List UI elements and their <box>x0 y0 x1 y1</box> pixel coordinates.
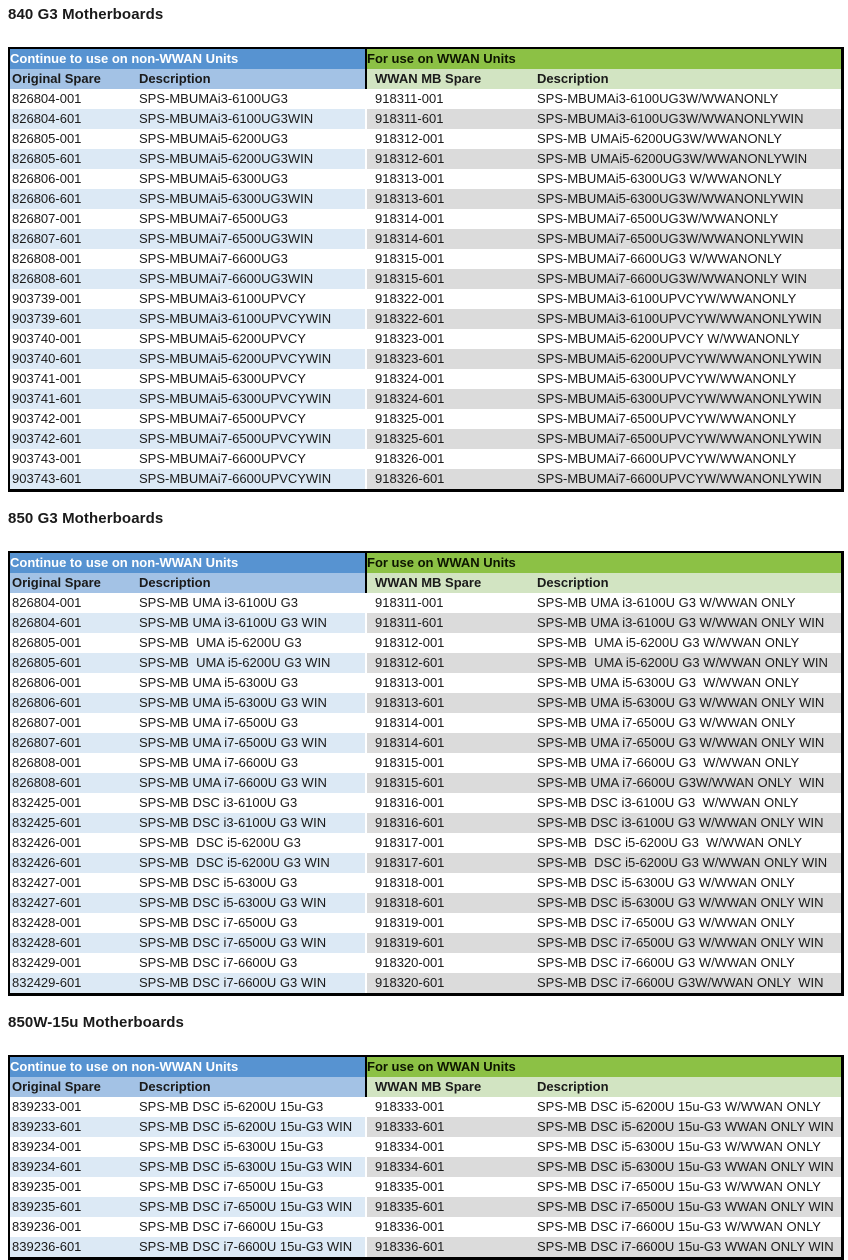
table-row <box>10 853 841 873</box>
wwan-spare-cell: 918333-001 <box>365 1097 531 1117</box>
table-row <box>10 593 841 613</box>
original-description-cell: SPS-MBUMAi7-6600UG3 <box>139 251 288 266</box>
original-spare-cell: 903740-001 <box>12 331 82 346</box>
wwan-description-cell: SPS-MBUMAi7-6500UPVCYW/WWANONLYWIN <box>531 429 841 449</box>
original-spare-cell: 826808-001 <box>12 755 82 770</box>
wwan-spare-cell: 918314-001 <box>365 209 531 229</box>
original-spare-cell: 832427-001 <box>12 875 82 890</box>
wwan-spare-cell: 918316-601 <box>365 813 531 833</box>
wwan-description-cell: SPS-MB DSC i5-6300U G3 W/WWAN ONLY <box>537 875 795 890</box>
wwan-spare-cell: 918320-601 <box>365 973 531 993</box>
original-spare-cell: 903742-601 <box>10 429 139 449</box>
wwan-spare-cell: 918316-001 <box>365 793 531 813</box>
wwan-banner: For use on WWAN Units <box>365 1057 841 1077</box>
original-spare-cell: 832425-601 <box>10 813 139 833</box>
col-header-description-right: Description <box>531 1077 841 1097</box>
wwan-description-cell: SPS-MB DSC i7-6600U 15u-G3 WWAN ONLY WIN <box>531 1237 841 1257</box>
original-spare-cell: 903740-601 <box>10 349 139 369</box>
table-row <box>10 1217 841 1237</box>
original-spare-cell: 903739-601 <box>10 309 139 329</box>
wwan-spare-cell: 918322-601 <box>365 309 531 329</box>
table-row <box>10 1117 841 1137</box>
table-row <box>10 89 841 109</box>
original-description-cell: SPS-MB DSC i7-6500U 15u-G3 WIN <box>139 1197 365 1217</box>
wwan-description-cell: SPS-MBUMAi7-6600UPVCYW/WWANONLY <box>537 451 797 466</box>
wwan-spare-cell: 918313-601 <box>365 693 531 713</box>
table-row <box>10 249 841 269</box>
original-spare-cell: 903741-601 <box>10 389 139 409</box>
parts-table <box>10 49 841 489</box>
original-description-cell: SPS-MBUMAi5-6200UG3 <box>139 131 288 146</box>
original-spare-cell: 832427-601 <box>10 893 139 913</box>
table-row <box>10 833 841 853</box>
wwan-description-cell: SPS-MBUMAi7-6600UG3 W/WWANONLY <box>537 251 782 266</box>
original-spare-cell: 839236-001 <box>12 1219 82 1234</box>
original-description-cell: SPS-MBUMAi3-6100UG3 <box>139 91 288 106</box>
original-spare-cell: 832429-001 <box>12 955 82 970</box>
parts-table-border <box>8 551 844 996</box>
original-spare-cell: 839235-601 <box>10 1197 139 1217</box>
original-spare-cell: 826805-001 <box>12 635 82 650</box>
original-spare-cell: 826804-601 <box>10 109 139 129</box>
wwan-description-cell: SPS-MBUMAi7-6500UPVCYW/WWANONLY <box>537 411 797 426</box>
wwan-description-cell: SPS-MB UMA i7-6500U G3 W/WWAN ONLY WIN <box>531 733 841 753</box>
table-row <box>10 469 841 489</box>
wwan-description-cell: SPS-MB UMAi5-6200UG3W/WWANONLYWIN <box>531 149 841 169</box>
wwan-spare-cell: 918317-001 <box>365 833 531 853</box>
wwan-spare-cell: 918324-001 <box>365 369 531 389</box>
parts-table-border <box>8 1055 844 1260</box>
original-spare-cell: 903743-001 <box>12 451 82 466</box>
wwan-description-cell: SPS-MB DSC i5-6300U 15u-G3 WWAN ONLY WIN <box>531 1157 841 1177</box>
original-description-cell: SPS-MBUMAi5-6200UPVCYWIN <box>139 349 365 369</box>
original-description-cell: SPS-MBUMAi5-6300UG3 <box>139 171 288 186</box>
original-description-cell: SPS-MB DSC i5-6300U 15u-G3 WIN <box>139 1157 365 1177</box>
wwan-description-cell: SPS-MBUMAi5-6300UG3 W/WWANONLY <box>537 171 782 186</box>
wwan-spare-cell: 918323-601 <box>365 349 531 369</box>
wwan-spare-cell: 918315-001 <box>365 753 531 773</box>
wwan-description-cell: SPS-MB DSC i5-6200U 15u-G3 WWAN ONLY WIN <box>531 1117 841 1137</box>
wwan-description-cell: SPS-MB DSC i5-6200U G3 W/WWAN ONLY WIN <box>531 853 841 873</box>
wwan-spare-cell: 918313-601 <box>365 189 531 209</box>
table-row <box>10 389 841 409</box>
table-row <box>10 673 841 693</box>
table-row <box>10 129 841 149</box>
original-spare-cell: 839234-601 <box>10 1157 139 1177</box>
original-spare-cell: 826807-001 <box>12 715 82 730</box>
banner-row <box>10 49 841 69</box>
original-description-cell: SPS-MBUMAi3-6100UG3WIN <box>139 109 365 129</box>
wwan-spare-cell: 918323-001 <box>365 329 531 349</box>
original-spare-cell: 832428-001 <box>12 915 82 930</box>
wwan-spare-cell: 918311-001 <box>365 89 531 109</box>
original-description-cell: SPS-MB UMA i5-6200U G3 <box>139 635 302 650</box>
wwan-spare-cell: 918312-601 <box>365 653 531 673</box>
wwan-spare-cell: 918312-001 <box>365 633 531 653</box>
col-header-description-left: Description <box>139 69 365 89</box>
original-description-cell: SPS-MB UMA i5-6300U G3 WIN <box>139 693 365 713</box>
wwan-spare-cell: 918318-601 <box>365 893 531 913</box>
original-spare-cell: 826805-601 <box>10 149 139 169</box>
wwan-description-cell: SPS-MB DSC i5-6300U 15u-G3 W/WWAN ONLY <box>537 1139 821 1154</box>
original-spare-cell: 903741-001 <box>12 371 82 386</box>
original-description-cell: SPS-MB UMA i3-6100U G3 <box>139 595 298 610</box>
wwan-spare-cell: 918335-001 <box>365 1177 531 1197</box>
original-description-cell: SPS-MB DSC i5-6300U G3 WIN <box>139 893 365 913</box>
col-header-wwan-spare: WWAN MB Spare <box>365 573 531 593</box>
wwan-description-cell: SPS-MB UMA i3-6100U G3 W/WWAN ONLY <box>537 595 796 610</box>
wwan-description-cell: SPS-MB UMA i7-6500U G3 W/WWAN ONLY <box>537 715 796 730</box>
wwan-spare-cell: 918320-001 <box>365 953 531 973</box>
wwan-spare-cell: 918312-601 <box>365 149 531 169</box>
original-spare-cell: 903743-601 <box>10 469 139 489</box>
wwan-spare-cell: 918319-601 <box>365 933 531 953</box>
original-spare-cell: 826807-601 <box>10 229 139 249</box>
wwan-spare-cell: 918326-601 <box>365 469 531 489</box>
banner-row <box>10 1057 841 1077</box>
wwan-spare-cell: 918313-001 <box>365 673 531 693</box>
section-title: 850W-15u Motherboards <box>8 1014 184 1031</box>
wwan-description-cell: SPS-MBUMAi5-6200UPVCY W/WWANONLY <box>537 331 800 346</box>
wwan-spare-cell: 918325-601 <box>365 429 531 449</box>
wwan-description-cell: SPS-MBUMAi3-6100UG3W/WWANONLYWIN <box>531 109 841 129</box>
wwan-spare-cell: 918311-601 <box>365 109 531 129</box>
original-description-cell: SPS-MBUMAi5-6300UPVCYWIN <box>139 389 365 409</box>
original-description-cell: SPS-MB DSC i7-6500U G3 <box>139 915 298 930</box>
original-description-cell: SPS-MBUMAi3-6100UPVCY <box>139 291 306 306</box>
wwan-description-cell: SPS-MB DSC i7-6600U 15u-G3 W/WWAN ONLY <box>537 1219 821 1234</box>
wwan-spare-cell: 918325-001 <box>365 409 531 429</box>
original-description-cell: SPS-MBUMAi7-6500UG3 <box>139 211 288 226</box>
table-row <box>10 409 841 429</box>
table-row <box>10 229 841 249</box>
table-row <box>10 813 841 833</box>
wwan-description-cell: SPS-MB DSC i7-6500U 15u-G3 WWAN ONLY WIN <box>531 1197 841 1217</box>
wwan-description-cell: SPS-MB UMA i5-6300U G3 W/WWAN ONLY WIN <box>531 693 841 713</box>
column-header-row <box>10 69 841 89</box>
wwan-description-cell: SPS-MBUMAi3-6100UPVCYW/WWANONLYWIN <box>531 309 841 329</box>
table-row <box>10 1197 841 1217</box>
wwan-spare-cell: 918314-601 <box>365 733 531 753</box>
wwan-description-cell: SPS-MB UMA i7-6600U G3 W/WWAN ONLY <box>537 755 800 770</box>
col-header-original-spare: Original Spare <box>10 1077 139 1097</box>
wwan-spare-cell: 918336-601 <box>365 1237 531 1257</box>
table-row <box>10 169 841 189</box>
wwan-spare-cell: 918334-001 <box>365 1137 531 1157</box>
wwan-description-cell: SPS-MBUMAi3-6100UPVCYW/WWANONLY <box>537 291 797 306</box>
wwan-description-cell: SPS-MB DSC i3-6100U G3 W/WWAN ONLY <box>537 795 799 810</box>
table-row <box>10 613 841 633</box>
original-description-cell: SPS-MB UMA i5-6200U G3 WIN <box>139 653 365 673</box>
original-description-cell: SPS-MBUMAi7-6600UPVCY <box>139 451 306 466</box>
original-spare-cell: 903742-001 <box>12 411 82 426</box>
original-description-cell: SPS-MB UMA i7-6500U G3 <box>139 715 298 730</box>
table-row <box>10 1157 841 1177</box>
original-description-cell: SPS-MB DSC i5-6200U 15u-G3 <box>139 1099 324 1114</box>
table-row <box>10 1137 841 1157</box>
wwan-description-cell: SPS-MB DSC i5-6200U 15u-G3 W/WWAN ONLY <box>537 1099 821 1114</box>
col-header-description-left: Description <box>139 573 365 593</box>
table-row <box>10 1177 841 1197</box>
original-description-cell: SPS-MB DSC i7-6600U G3 WIN <box>139 973 365 993</box>
original-description-cell: SPS-MB DSC i7-6600U 15u-G3 WIN <box>139 1237 365 1257</box>
original-description-cell: SPS-MBUMAi5-6200UPVCY <box>139 331 306 346</box>
parts-table <box>10 1057 841 1257</box>
table-row <box>10 693 841 713</box>
original-description-cell: SPS-MB UMA i5-6300U G3 <box>139 675 298 690</box>
section-title: 840 G3 Motherboards <box>8 6 164 23</box>
wwan-spare-cell: 918315-601 <box>365 773 531 793</box>
wwan-description-cell: SPS-MB DSC i5-6300U G3 W/WWAN ONLY WIN <box>531 893 841 913</box>
col-header-wwan-spare: WWAN MB Spare <box>365 1077 531 1097</box>
table-row <box>10 309 841 329</box>
original-spare-cell: 826806-001 <box>12 675 82 690</box>
original-spare-cell: 826806-601 <box>10 189 139 209</box>
wwan-description-cell: SPS-MB UMA i5-6300U G3 W/WWAN ONLY <box>537 675 800 690</box>
original-description-cell: SPS-MBUMAi3-6100UPVCYWIN <box>139 309 365 329</box>
wwan-spare-cell: 918326-001 <box>365 449 531 469</box>
table-row <box>10 289 841 309</box>
wwan-description-cell: SPS-MBUMAi5-6300UPVCYW/WWANONLYWIN <box>531 389 841 409</box>
original-spare-cell: 839235-001 <box>12 1179 82 1194</box>
original-spare-cell: 839234-001 <box>12 1139 82 1154</box>
original-description-cell: SPS-MB DSC i7-6500U G3 WIN <box>139 933 365 953</box>
col-header-description-right: Description <box>531 69 841 89</box>
original-description-cell: SPS-MB DSC i3-6100U G3 <box>139 795 298 810</box>
original-description-cell: SPS-MBUMAi7-6600UPVCYWIN <box>139 469 365 489</box>
table-row <box>10 913 841 933</box>
non-wwan-banner: Continue to use on non-WWAN Units <box>10 553 365 573</box>
original-spare-cell: 832425-001 <box>12 795 82 810</box>
column-header-row <box>10 573 841 593</box>
original-description-cell: SPS-MBUMAi7-6500UG3WIN <box>139 229 365 249</box>
wwan-spare-cell: 918317-601 <box>365 853 531 873</box>
original-description-cell: SPS-MB DSC i7-6500U 15u-G3 <box>139 1179 324 1194</box>
table-row <box>10 773 841 793</box>
wwan-spare-cell: 918315-001 <box>365 249 531 269</box>
non-wwan-banner: Continue to use on non-WWAN Units <box>10 1057 365 1077</box>
section-850w-15u <box>8 1014 848 1260</box>
original-description-cell: SPS-MB UMA i7-6600U G3 <box>139 755 298 770</box>
banner-row <box>10 553 841 573</box>
wwan-spare-cell: 918314-001 <box>365 713 531 733</box>
original-spare-cell: 832428-601 <box>10 933 139 953</box>
wwan-spare-cell: 918318-001 <box>365 873 531 893</box>
non-wwan-banner: Continue to use on non-WWAN Units <box>10 49 365 69</box>
table-row <box>10 953 841 973</box>
wwan-spare-cell: 918336-001 <box>365 1217 531 1237</box>
original-description-cell: SPS-MBUMAi5-6200UG3WIN <box>139 149 365 169</box>
column-header-row <box>10 1077 841 1097</box>
original-spare-cell: 826808-001 <box>12 251 82 266</box>
original-spare-cell: 826807-001 <box>12 211 82 226</box>
original-spare-cell: 826808-601 <box>10 269 139 289</box>
table-row <box>10 793 841 813</box>
original-description-cell: SPS-MB DSC i5-6200U 15u-G3 WIN <box>139 1117 365 1137</box>
wwan-description-cell: SPS-MB DSC i5-6200U G3 W/WWAN ONLY <box>537 835 803 850</box>
section-840-g3 <box>8 6 848 492</box>
table-row <box>10 633 841 653</box>
original-spare-cell: 826804-601 <box>10 613 139 633</box>
wwan-spare-cell: 918333-601 <box>365 1117 531 1137</box>
original-description-cell: SPS-MBUMAi5-6300UPVCY <box>139 371 306 386</box>
original-spare-cell: 832426-601 <box>10 853 139 873</box>
wwan-description-cell: SPS-MB DSC i7-6600U G3 W/WWAN ONLY <box>537 955 795 970</box>
table-row <box>10 369 841 389</box>
table-row <box>10 933 841 953</box>
section-850-g3 <box>8 510 848 996</box>
original-description-cell: SPS-MB UMA i3-6100U G3 WIN <box>139 613 365 633</box>
table-row <box>10 429 841 449</box>
table-row <box>10 109 841 129</box>
wwan-description-cell: SPS-MB DSC i7-6500U G3 W/WWAN ONLY <box>537 915 795 930</box>
wwan-description-cell: SPS-MBUMAi3-6100UG3W/WWANONLY <box>537 91 779 106</box>
wwan-spare-cell: 918312-001 <box>365 129 531 149</box>
table-row <box>10 449 841 469</box>
col-header-description-left: Description <box>139 1077 365 1097</box>
wwan-description-cell: SPS-MB UMA i3-6100U G3 W/WWAN ONLY WIN <box>531 613 841 633</box>
wwan-spare-cell: 918324-601 <box>365 389 531 409</box>
original-spare-cell: 826804-001 <box>12 595 82 610</box>
wwan-spare-cell: 918322-001 <box>365 289 531 309</box>
section-title: 850 G3 Motherboards <box>8 510 164 527</box>
table-row <box>10 653 841 673</box>
wwan-description-cell: SPS-MBUMAi7-6500UG3W/WWANONLYWIN <box>531 229 841 249</box>
original-description-cell: SPS-MBUMAi7-6600UG3WIN <box>139 269 365 289</box>
original-description-cell: SPS-MB UMA i7-6600U G3 WIN <box>139 773 365 793</box>
original-spare-cell: 826805-001 <box>12 131 82 146</box>
wwan-spare-cell: 918311-001 <box>365 593 531 613</box>
table-row <box>10 349 841 369</box>
wwan-spare-cell: 918315-601 <box>365 269 531 289</box>
wwan-spare-cell: 918311-601 <box>365 613 531 633</box>
table-row <box>10 893 841 913</box>
col-header-wwan-spare: WWAN MB Spare <box>365 69 531 89</box>
wwan-description-cell: SPS-MBUMAi7-6600UPVCYW/WWANONLYWIN <box>531 469 841 489</box>
wwan-description-cell: SPS-MBUMAi5-6300UPVCYW/WWANONLY <box>537 371 797 386</box>
wwan-description-cell: SPS-MB DSC i7-6500U G3 W/WWAN ONLY WIN <box>531 933 841 953</box>
table-row <box>10 189 841 209</box>
original-spare-cell: 903739-001 <box>12 291 82 306</box>
wwan-description-cell: SPS-MB DSC i3-6100U G3 W/WWAN ONLY WIN <box>531 813 841 833</box>
wwan-banner: For use on WWAN Units <box>365 553 841 573</box>
table-row <box>10 713 841 733</box>
original-spare-cell: 839236-601 <box>10 1237 139 1257</box>
table-row <box>10 973 841 993</box>
original-spare-cell: 832426-001 <box>12 835 82 850</box>
wwan-banner: For use on WWAN Units <box>365 49 841 69</box>
original-spare-cell: 826805-601 <box>10 653 139 673</box>
original-spare-cell: 826806-601 <box>10 693 139 713</box>
original-spare-cell: 839233-001 <box>12 1099 82 1114</box>
wwan-description-cell: SPS-MB UMAi5-6200UG3W/WWANONLY <box>537 131 782 146</box>
wwan-description-cell: SPS-MBUMAi7-6500UG3W/WWANONLY <box>537 211 779 226</box>
table-row <box>10 149 841 169</box>
table-row <box>10 1237 841 1257</box>
original-description-cell: SPS-MB UMA i7-6500U G3 WIN <box>139 733 365 753</box>
original-description-cell: SPS-MB DSC i5-6200U G3 WIN <box>139 853 365 873</box>
parts-table <box>10 553 841 993</box>
original-spare-cell: 826808-601 <box>10 773 139 793</box>
original-spare-cell: 826804-001 <box>12 91 82 106</box>
wwan-description-cell: SPS-MB UMA i7-6600U G3W/WWAN ONLY WIN <box>531 773 841 793</box>
wwan-description-cell: SPS-MB DSC i7-6600U G3W/WWAN ONLY WIN <box>531 973 841 993</box>
table-row <box>10 873 841 893</box>
table-row <box>10 209 841 229</box>
original-spare-cell: 826807-601 <box>10 733 139 753</box>
original-spare-cell: 826806-001 <box>12 171 82 186</box>
table-row <box>10 269 841 289</box>
table-row <box>10 753 841 773</box>
col-header-original-spare: Original Spare <box>10 573 139 593</box>
original-description-cell: SPS-MB DSC i5-6300U G3 <box>139 875 298 890</box>
wwan-description-cell: SPS-MBUMAi5-6200UPVCYW/WWANONLYWIN <box>531 349 841 369</box>
wwan-description-cell: SPS-MB UMA i5-6200U G3 W/WWAN ONLY <box>537 635 800 650</box>
original-description-cell: SPS-MB DSC i5-6200U G3 <box>139 835 301 850</box>
wwan-spare-cell: 918335-601 <box>365 1197 531 1217</box>
original-description-cell: SPS-MB DSC i3-6100U G3 WIN <box>139 813 365 833</box>
col-header-original-spare: Original Spare <box>10 69 139 89</box>
original-description-cell: SPS-MBUMAi5-6300UG3WIN <box>139 189 365 209</box>
original-description-cell: SPS-MB DSC i7-6600U G3 <box>139 955 298 970</box>
original-description-cell: SPS-MB DSC i5-6300U 15u-G3 <box>139 1139 324 1154</box>
original-spare-cell: 839233-601 <box>10 1117 139 1137</box>
wwan-description-cell: SPS-MBUMAi7-6600UG3W/WWANONLY WIN <box>531 269 841 289</box>
wwan-spare-cell: 918313-001 <box>365 169 531 189</box>
table-row <box>10 733 841 753</box>
wwan-description-cell: SPS-MB UMA i5-6200U G3 W/WWAN ONLY WIN <box>531 653 841 673</box>
parts-table-border <box>8 47 844 492</box>
original-description-cell: SPS-MBUMAi7-6500UPVCYWIN <box>139 429 365 449</box>
table-row <box>10 1097 841 1117</box>
wwan-description-cell: SPS-MBUMAi5-6300UG3W/WWANONLYWIN <box>531 189 841 209</box>
original-description-cell: SPS-MBUMAi7-6500UPVCY <box>139 411 306 426</box>
wwan-spare-cell: 918319-001 <box>365 913 531 933</box>
wwan-description-cell: SPS-MB DSC i7-6500U 15u-G3 W/WWAN ONLY <box>537 1179 821 1194</box>
wwan-spare-cell: 918314-601 <box>365 229 531 249</box>
table-row <box>10 329 841 349</box>
col-header-description-right: Description <box>531 573 841 593</box>
original-description-cell: SPS-MB DSC i7-6600U 15u-G3 <box>139 1219 324 1234</box>
wwan-spare-cell: 918334-601 <box>365 1157 531 1177</box>
original-spare-cell: 832429-601 <box>10 973 139 993</box>
